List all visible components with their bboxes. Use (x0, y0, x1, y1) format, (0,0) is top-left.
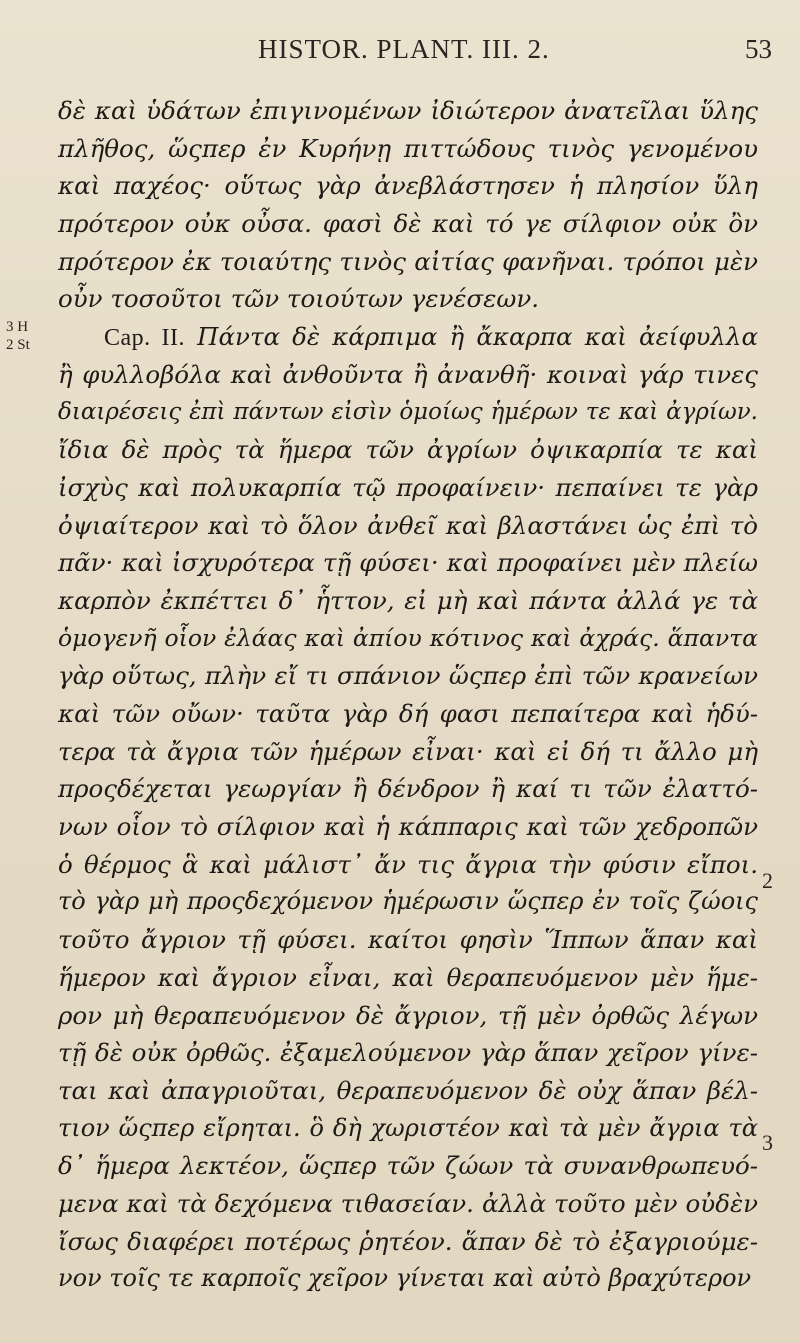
text-line: πρότερον ἐκ τοιαύτης τινὸς αἰτίας φανῆναι. τρόποι μὲν (58, 246, 758, 276)
text-line: τοῦτο ἄγριον τῇ φύσει. καίτοι φησὶν Ἵππων ἅπαν καὶ (58, 925, 758, 955)
text-line: ται καὶ ἀπαγριοῦται, θεραπευόμενον δὲ οὐχ ἅπαν βέλ- (58, 1075, 758, 1105)
text-line: οὖν τοσοῦτοι τῶν τοιούτων γενέσεων. (58, 284, 540, 314)
running-title: HISTOR. PLANT. III. 2. (258, 34, 550, 64)
text-line: μενα καὶ τὰ δεχόμενα τιθασείαν. ἀλλὰ τοῦτο μὲν οὐδὲν (58, 1188, 758, 1218)
text-line: ἴδια δὲ πρὸς τὰ ἥμερα τῶν ἀγρίων ὀψικαρπία τε καὶ (58, 435, 758, 465)
page-number: 53 (745, 34, 772, 64)
greek-text-body (58, 92, 758, 1298)
text-line: ὁμογενῆ οἷον ἐλάας καὶ ἀπίου κότινος καὶ ἀχράς. ἅπαντα (58, 623, 758, 652)
chapter-label: Cap. II. (104, 325, 185, 352)
section-number-3: 3 (762, 1130, 773, 1155)
text-line: Πάντα δὲ κάρπιμα ἢ ἄκαρπα καὶ ἀείφυλλα (197, 322, 758, 352)
text-line: δ᾽ ἥμερα λεκτέον, ὥςπερ τῶν ζώων τὰ συνανθρωπευό- (58, 1151, 758, 1181)
text-line: καρπὸν ἐκπέττει δ᾽ ἧττον, εἰ μὴ καὶ πάντα ἀλλά γε τὰ (58, 585, 758, 615)
text-line: ἥμερον καὶ ἄγριον εἶναι, καὶ θεραπευόμενον μὲν ἥμε- (58, 962, 758, 992)
text-line: ὁ θέρμος ἃ καὶ μάλιστ᾽ ἄν τις ἄγρια τὴν φύσιν εἴποι. (58, 849, 758, 879)
text-line: πᾶν· καὶ ἰσχυρότερα τῇ φύσει· καὶ προφαίνει μὲν πλείω (58, 548, 758, 578)
section-number-2: 2 (762, 868, 773, 893)
text-line: ὀψιαίτερον καὶ τὸ ὅλον ἀνθεῖ καὶ βλαστάνει ὡς ἐπὶ τὸ (58, 510, 758, 540)
margin-note-edition-h: 3 H (6, 319, 29, 335)
text-line: ρον μὴ θεραπευόμενον δὲ ἄγριον, τῇ μὲν ὀρθῶς λέγων (58, 1000, 758, 1030)
text-line: πρότερον οὐκ οὖσα. φασὶ δὲ καὶ τό γε σίλφιον οὐκ ὂν (58, 209, 758, 239)
page-header (0, 28, 800, 68)
chapter-opening-line (58, 318, 758, 356)
text-line: τιον ὥςπερ εἴρηται. ὃ δὴ χωριστέον καὶ τὰ μὲν ἄγρια τὰ (58, 1113, 758, 1142)
text-line: νων οἷον τὸ σίλφιον καὶ ἡ κάππαρις καὶ τῶν χεδροπῶν (58, 812, 758, 842)
text-line: ἢ φυλλοβόλα καὶ ἀνθοῦντα ἢ ἀνανθῆ· κοιναὶ γάρ τινες (58, 359, 758, 389)
text-line: γὰρ οὕτως, πλὴν εἴ τι σπάνιον ὥςπερ ἐπὶ τῶν κρανείων (58, 661, 758, 691)
text-line: τῇ δὲ οὐκ ὀρθῶς. ἐξαμελούμενον γὰρ ἅπαν χεῖρον γίνε- (58, 1038, 758, 1068)
text-line: πλῆθος, ὥςπερ ἐν Κυρήνῃ πιττώδους τινὸς γενομένου (58, 133, 758, 163)
text-line: καὶ παχέος· οὕτως γὰρ ἀνεβλάστησεν ἡ πλησίον ὕλη (58, 171, 758, 201)
text-line: τὸ γὰρ μὴ προςδεχόμενον ἡμέρωσιν ὥςπερ ἐν τοῖς ζώοις (58, 887, 758, 916)
text-line: τερα τὰ ἄγρια τῶν ἡμέρων εἶναι· καὶ εἰ δή τι ἄλλο μὴ (58, 736, 758, 766)
text-line: νον τοῖς τε καρποῖς χεῖρον γίνεται καὶ αὐτὸ βραχύτερον (58, 1264, 752, 1293)
margin-note-edition-st: 2 St (6, 337, 30, 353)
text-line: ἰσχὺς καὶ πολυκαρπία τῷ προφαίνειν· πεπαίνει τε γὰρ (58, 472, 758, 502)
text-line: διαιρέσεις ἐπὶ πάντων εἰσὶν ὁμοίως ἡμέρων τε καὶ ἀγρίων. (58, 398, 758, 425)
text-line: δὲ καὶ ὑδάτων ἐπιγινομένων ἰδιώτερον ἀνατεῖλαι ὕλης (58, 96, 758, 125)
text-line: προςδέχεται γεωργίαν ἢ δένδρον ἢ καί τι τῶν ἐλαττό- (58, 774, 758, 804)
text-line: καὶ τῶν οὔων· ταῦτα γὰρ δή φασι πεπαίτερα καὶ ἡδύ- (58, 699, 758, 728)
text-line: ἴσως διαφέρει ποτέρως ῥητέον. ἅπαν δὲ τὸ ἐξαγριούμε- (58, 1226, 758, 1256)
